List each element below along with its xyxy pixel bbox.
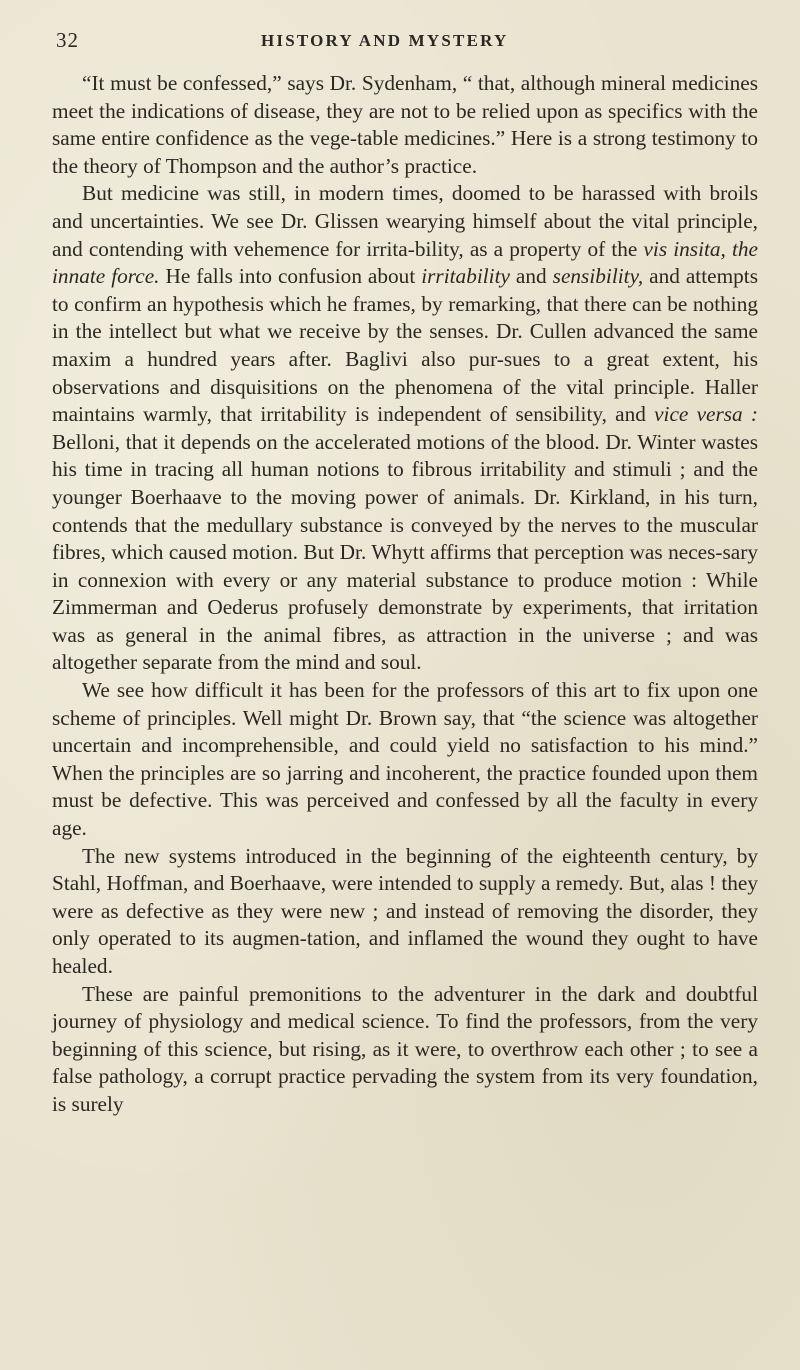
- text-run: But medicine was still, in modern times, doomed to be harassed with broils and uncertainties. We see Dr. Glissen wearying himself about the vital principle, and contending with vehemence for irrita-bility, as a property of the: [52, 181, 758, 261]
- paragraph: [52, 981, 758, 1119]
- paragraph: [52, 843, 758, 981]
- italic-run: sensibility,: [552, 264, 644, 289]
- text-run: Belloni, that it depends on the accelerated motions of the blood. Dr. Winter wastes his time in tracing all human notions to fibrous irritability and stimuli ; and the younger Boerhaave to the moving power of animals. Dr. Kirkland, in his turn, contends that the medullary substance is conveyed by the nerves to the muscular fibres, which caused motion. But Dr. Whytt affirms that perception was neces-sary in connexion with every or any material substance to produce motion : While Zimmerman and Oederus profusely demonstrate by experiments, that irritation was as general in the animal fibres, as attraction in the universe ; and was altogether separate from the mind and soul.: [52, 429, 758, 675]
- paragraph: [52, 70, 758, 180]
- text-run: The new systems introduced in the beginning of the eighteenth century, by Stahl, Hoffman, and Boerhaave, were intended to supply a remedy. But, alas ! they were as defective as they were new ; and instead of removing the disorder, they only operated to its augmen-tation, and inflamed the wound they ought to have healed.: [52, 843, 758, 978]
- italic-run: vis insita, the innate force.: [52, 236, 758, 289]
- text-run: He falls into confusion about: [159, 264, 422, 289]
- text-run: We see how difficult it has been for the professors of this art to fix upon one scheme of principles. Well might Dr. Brown say, that “the science was altogether uncertain and incomprehensible, and could yield no satisfaction to his mind.” When the principles are so jarring and incoherent, the practice founded upon them must be defective. This was perceived and confessed by all the faculty in every age.: [52, 678, 758, 841]
- italic-run: vice versa :: [654, 402, 758, 427]
- paragraph: [52, 677, 758, 843]
- body-text: [52, 70, 758, 1119]
- page-number: 32: [56, 28, 79, 52]
- text-run: and: [509, 264, 553, 289]
- italic-run: irritability: [421, 264, 510, 289]
- text-run: and attempts to confirm an hypothesis which he frames, by remarking, that there can be nothing in the intellect but what we receive by the senses. Dr. Cullen advanced the same maxim a hundred years after. Baglivi also pur-sues to a great extent, his observations and disquisitions on the phenomena of the vital principle. Haller maintains warmly, that irritability is independent of sensibility, and: [52, 264, 759, 427]
- text-run: These are painful premonitions to the adventurer in the dark and doubtful journey of physiology and medical science. To find the professors, from the very beginning of this science, but rising, as it were, to overthrow each other ; to see a false pathology, a corrupt practice pervading the system from its very foundation, is surely: [52, 981, 758, 1116]
- paragraph: [52, 180, 758, 677]
- text-run: “It must be confessed,” says Dr. Sydenham, “ that, although mineral medicines meet the indications of disease, they are not to be relied upon as specifics with the same entire confidence as the vege-table medicines.” Here is a strong testimony to the theory of Thompson and the author’s practice.: [52, 71, 758, 178]
- running-title: HISTORY AND MYSTERY: [261, 31, 509, 50]
- running-head: [56, 28, 756, 58]
